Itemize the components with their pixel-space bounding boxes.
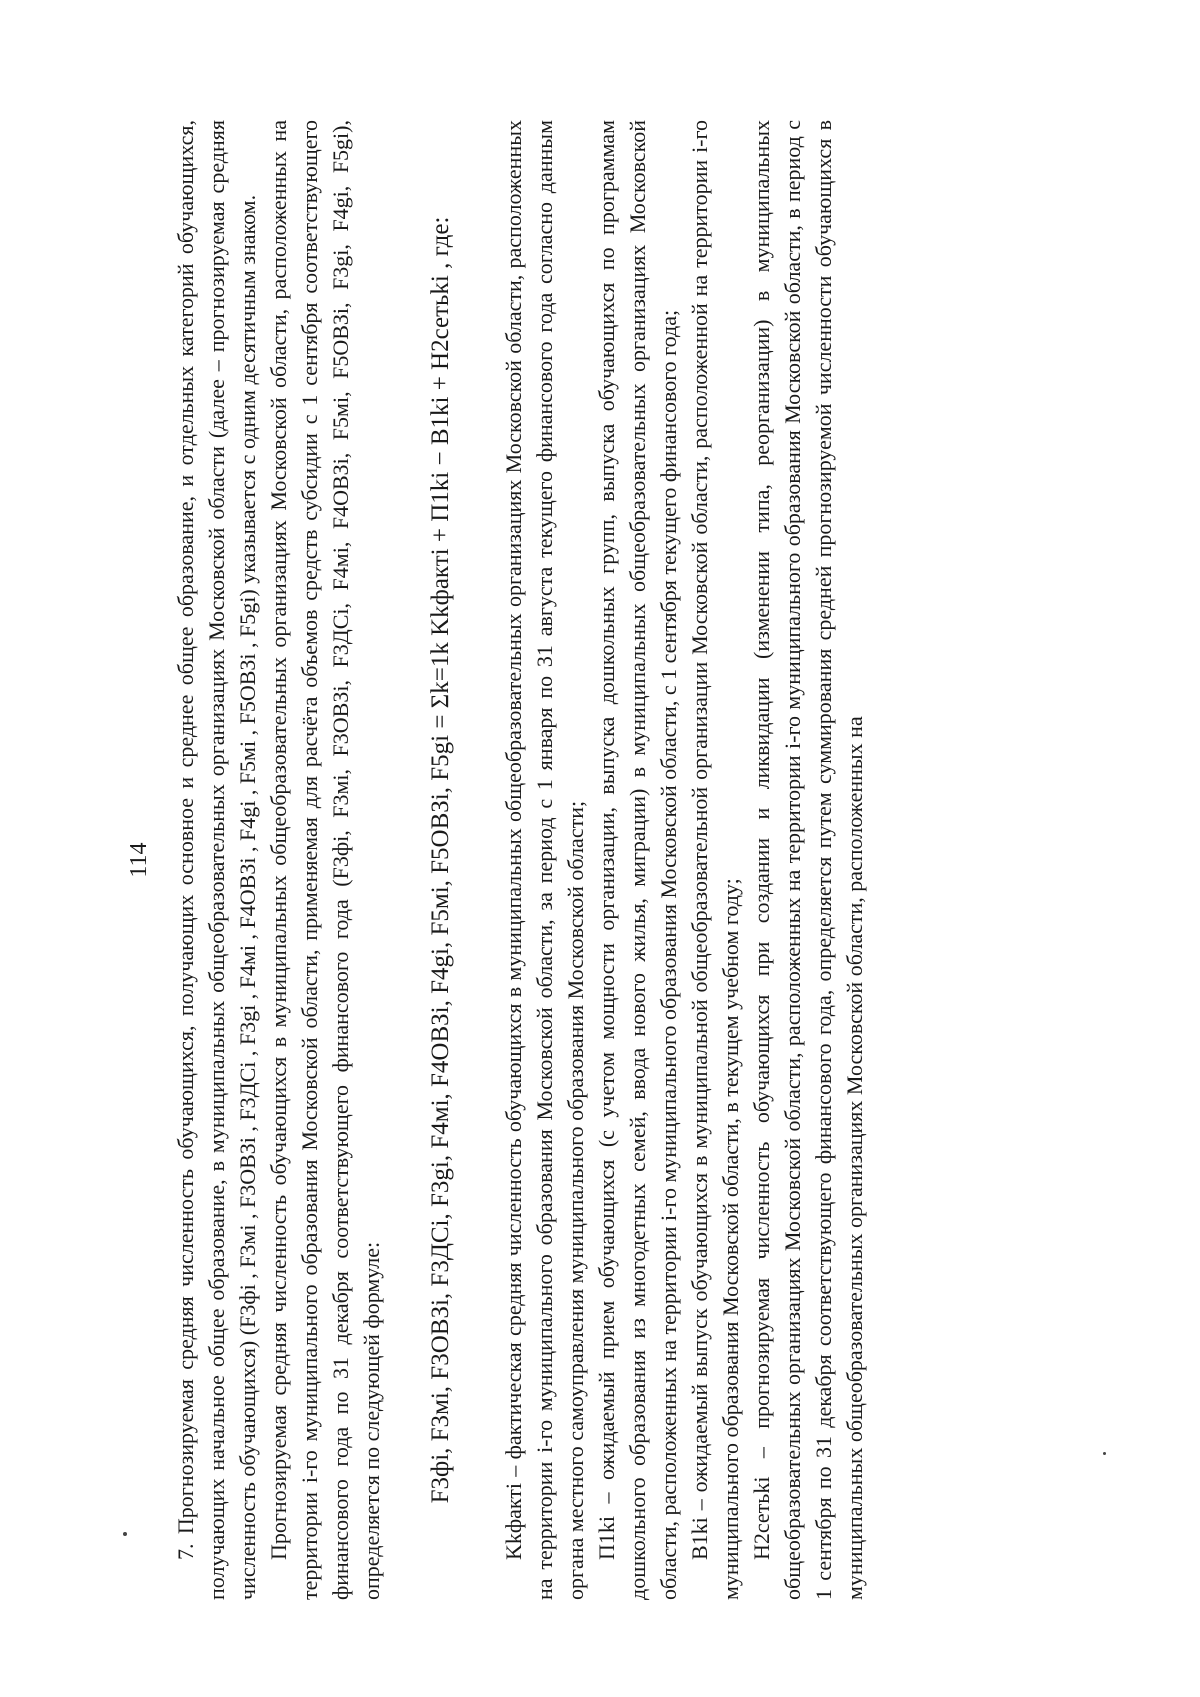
paragraph-7: 7. Прогнозируемая средняя численность обучающихся, получающих основное и среднее общее образование, и отдельных категорий обучающихся, получающих начальное общее образование, в муниципальных общеобразовательных организациях Московской области (далее – прогнозируемая средняя численность обучающихся) (F3фi , F3мi , F3ОВЗi , F3ДСi , F3gi , F4мi , F4ОВЗi , F4gi , F5мi , F5ОВЗi , F5gi) указывается с одним десятичным знаком.: [173, 120, 260, 1600]
definition-k-fakt: Kkфактi – фактическая средняя численность обучающихся в муниципальных общеобразовательных организациях Московской области, расположенных на территории i-го муниципального образования Московской области, за период с 1 января по 31 августа текущего финансового года согласно данным органа местного самоуправления муниципального образования Московской области;: [501, 120, 588, 1600]
document-body: [170, 120, 870, 1600]
rotated-page-content: [126, 120, 1030, 1600]
definition-p1: П1ki – ожидаемый прием обучающихся (с учетом мощности организации, выпуска дошкольных групп, выпуска обучающихся по программам дошкольного образования из многодетных семей, ввода нового жилья, миграции) в муниципальных общеобразовательных организациях Московской области, расположенных на территории i-го муниципального образования Московской области, с 1 сентября текущего финансового года;: [594, 120, 681, 1600]
page-number: 114: [126, 842, 152, 878]
formula: F3фi, F3мi, F3ОВЗi, F3ДСi, F3gi, F4мi, F4ОВЗi, F4gi, F5мi, F5ОВЗi, F5gi = Σk=1k Kkфактi + П1ki − В1ki + Н2сетьki , где:: [427, 216, 454, 1504]
definition-n2-set: Н2сетьki – прогнозируемая численность обучающихся при создании и ликвидации (изменении типа, реорганизации) в муниципальных общеобразовательных организациях Московской области, расположенных на территории i-го муниципального образования Московской области, в период с 1 сентября по 31 декабря соответствующего финансового года, определяется путем суммирования средней прогнозируемой численности обучающихся в муниципальных общеобразовательных организациях Московской области, расположенных на: [749, 120, 867, 1600]
definition-v1: В1ki – ожидаемый выпуск обучающихся в муниципальной общеобразовательной организации Московской области, расположенной на территории i-го муниципального образования Московской области, в текущем учебном году;: [687, 120, 743, 1600]
paragraph-formula-intro: Прогнозируемая средняя численность обучающихся в муниципальных общеобразовательных организациях Московской области, расположенных на территории i-го муниципального образования Московской области, применяемая для расчёта объемов средств субсидии с 1 сентября соответствующего финансового года по 31 декабря соответствующего финансового года (F3фi, F3мi, F3ОВЗi, F3ДСi, F4мi, F4ОВЗi, F5мi, F5ОВЗi, F3gi, F4gi, F5gi), определяется по следующей формуле:: [266, 120, 384, 1600]
scan-speck: [1103, 1452, 1106, 1455]
